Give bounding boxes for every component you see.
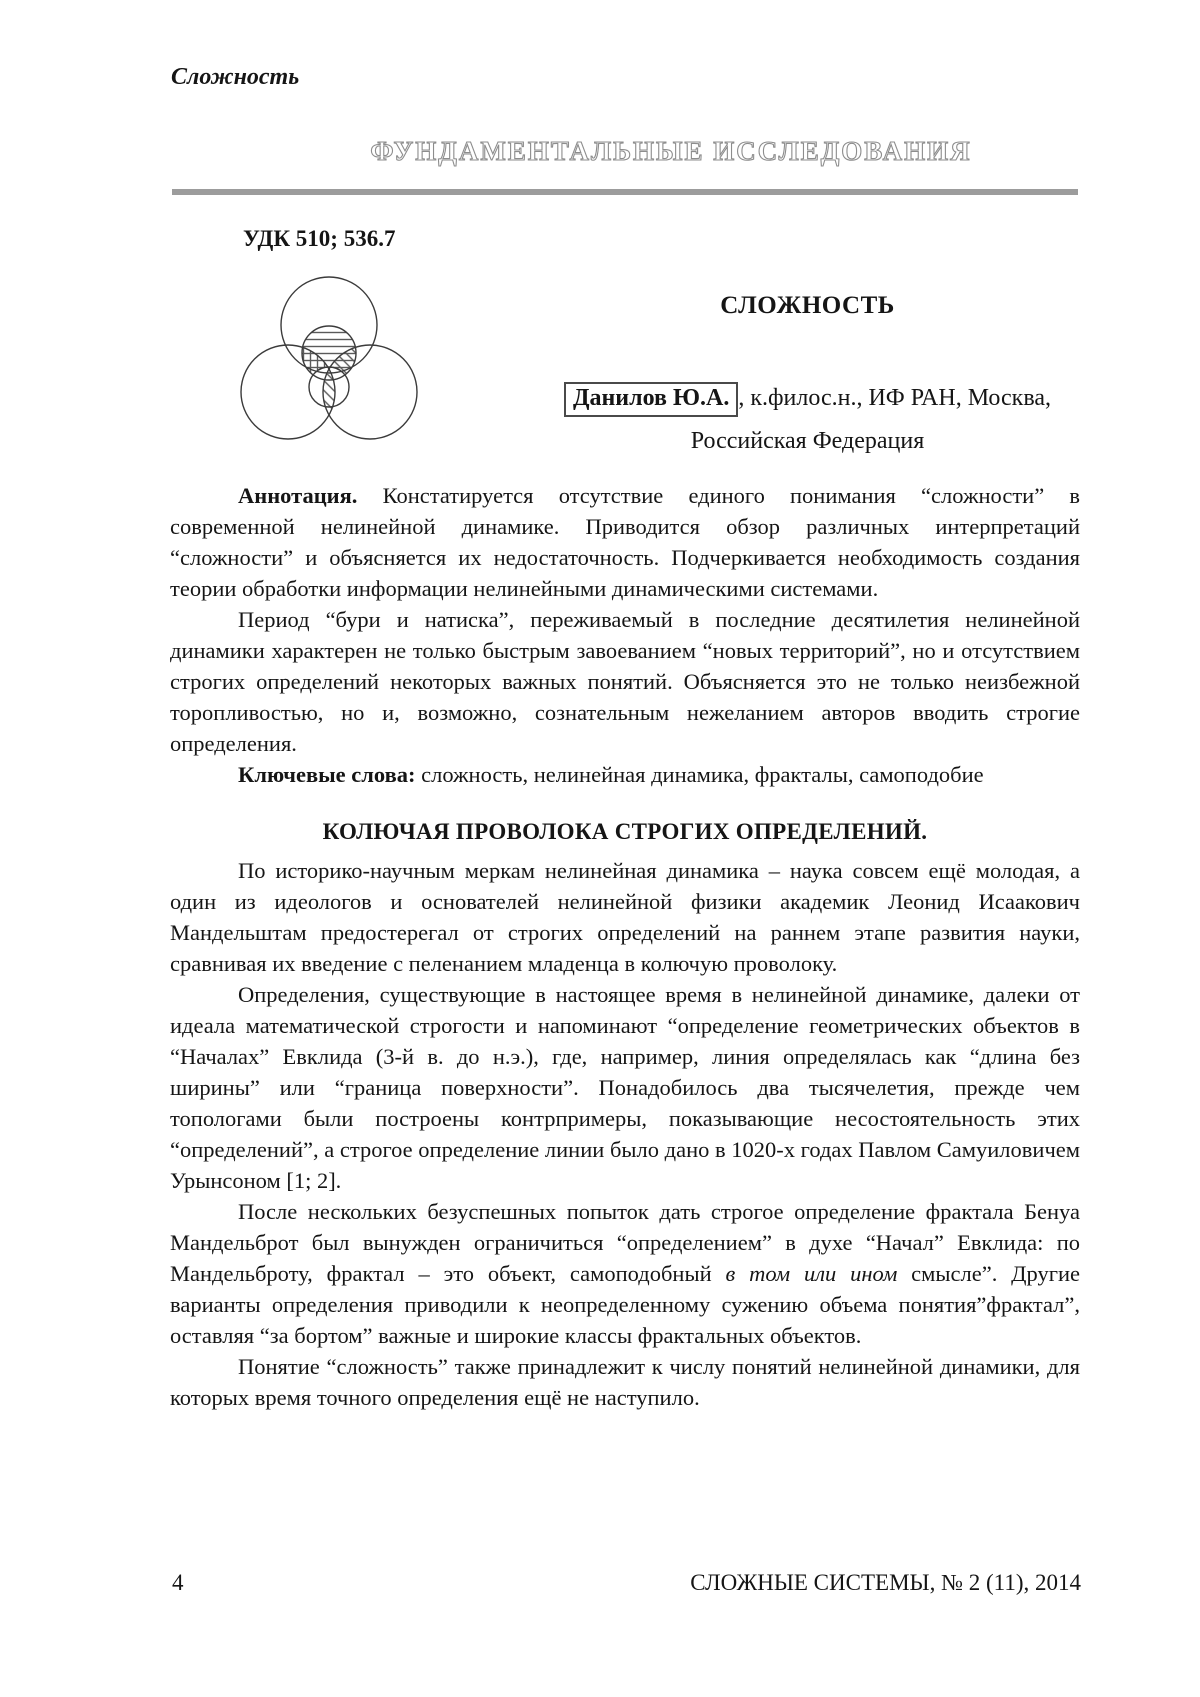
page-footer xyxy=(172,1570,1081,1596)
paragraph-definitions: Определения, существующие в настоящее время в нелинейной динамике, далеки от идеала математической строгости и напоминают “определение геометрических объектов в “Началах” Евклида (3-й в. до н.э.), где, например, линия определялась как “длина без ширины” или “граница поверхности”. Понадобилось два тысячелетия, прежде чем топологами были построены контрпримеры, показывающие несостоятельность этих “определений”, а строгое определение линии было дано в 1020-х годах Павлом Самуиловичем Урынсоном [1; 2]. xyxy=(170,982,1080,1193)
fractal-text-after: смысле”. Другие варианты определения приводили к неопределенному сужению объема понятия”фрактал”, оставляя “за бортом” важные и широкие классы фрактальных объектов. xyxy=(170,1261,1080,1348)
abstract-paragraph xyxy=(170,480,1080,604)
author-credentials: , к.филос.н., ИФ РАН, Москва, xyxy=(738,385,1052,411)
abstract-label: Аннотация. xyxy=(238,483,358,508)
paragraph-intro: По историко-научным меркам нелинейная динамика – наука совсем ещё молодая, а один из идеологов и основателей нелинейной физики академик Леонид Исаакович Мандельштам предостерегал от строгих определений на раннем этапе развития науки, сравнивая их введение с пеленанием младенца в колючую проволоку. xyxy=(170,858,1080,976)
article-body xyxy=(170,480,1080,1413)
udk-code: УДК 510; 536.7 xyxy=(243,226,396,251)
fractal-text-italic: в том или ином xyxy=(725,1261,898,1286)
header-rule xyxy=(172,189,1078,195)
journal-banner: ФУНДАМЕНТАЛЬНЫЕ ИССЛЕДОВАНИЯ xyxy=(370,136,972,166)
overlapping-circles-figure xyxy=(230,252,480,452)
journal-reference: СЛОЖНЫЕ СИСТЕМЫ, № 2 (11), 2014 xyxy=(690,1570,1081,1595)
keywords-label: Ключевые слова: xyxy=(238,762,416,787)
paragraph-complexity: Понятие “сложность” также принадлежит к числу понятий нелинейной динамики, для которых время точного определения ещё не наступило. xyxy=(170,1354,1080,1410)
keywords-line xyxy=(170,759,1080,790)
abstract-text: Констатируется отсутствие единого понимания “сложности” в современной нелинейной динамике. Приводится обзор различных интерпретаций “сложности” и объясняется их недостаточность. Подчеркивается необходимость создания теории обработки информации нелинейными динамическими системами. xyxy=(170,483,1080,601)
page-number: 4 xyxy=(172,1570,184,1595)
article-title: СЛОЖНОСТЬ xyxy=(720,292,895,319)
author-name-boxed: Данилов Ю.А. xyxy=(564,382,738,417)
section-heading: КОЛЮЧАЯ ПРОВОЛОКА СТРОГИХ ОПРЕДЕЛЕНИЙ. xyxy=(322,819,928,844)
title-block xyxy=(535,252,1080,455)
paragraph-fractal xyxy=(170,1196,1080,1351)
author-country: Российская Федерация xyxy=(690,428,925,454)
running-title: Сложность xyxy=(171,64,300,90)
keywords-text: сложность, нелинейная динамика, фракталы, самоподобие xyxy=(421,762,984,787)
paragraph-period: Период “бури и натиска”, переживаемый в последние десятилетия нелинейной динамики характерен не только быстрым завоеванием “новых территорий”, но и отсутствием строгих определений некоторых важных понятий. Объясняется это не только неизбежной торопливостью, но и, возможно, сознательным нежеланием авторов вводить строгие определения. xyxy=(170,607,1080,756)
fractal-text-before: После нескольких безуспешных попыток дать строгое определение фрактала Бенуа Мандельброт был вынужден ограничиться “определением” в духе “Начал” Евклида: по Мандельброту, фрактал – это объект, самоподобный xyxy=(170,1199,1080,1286)
author-line xyxy=(535,382,1080,417)
